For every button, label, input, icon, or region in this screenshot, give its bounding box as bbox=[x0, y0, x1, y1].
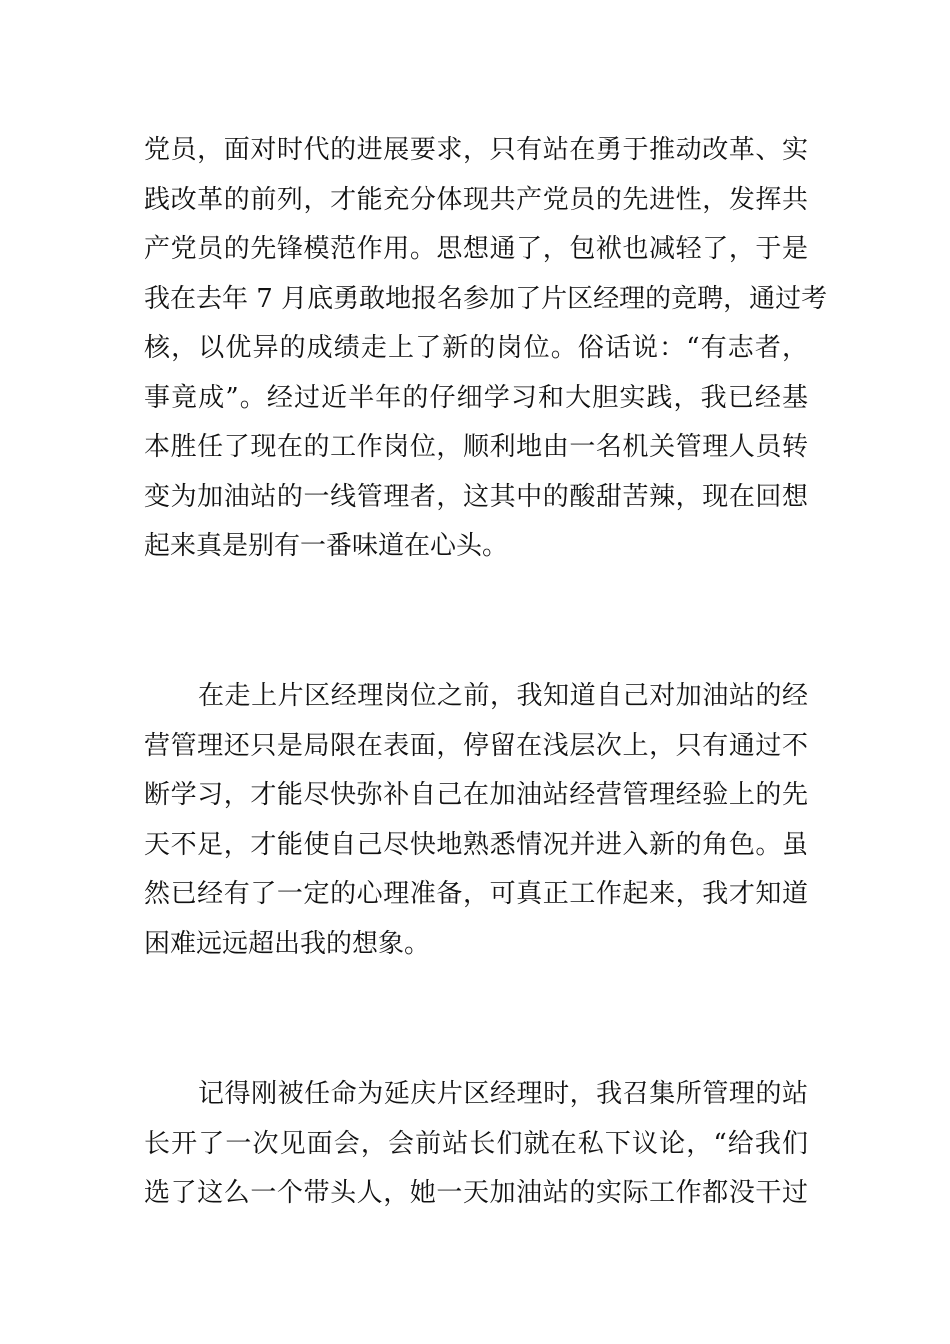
text-line: 选了这么一个带头人，她一天加油站的实际工作都没干过 bbox=[144, 1178, 808, 1208]
text-line: 然已经有了一定的心理准备，可真正工作起来，我才知道 bbox=[144, 879, 808, 909]
text-line: 营管理还只是局限在表面，停留在浅层次上，只有通过不 bbox=[144, 730, 808, 761]
text-line: 记得刚被任命为延庆片区经理时，我召集所管理的站 bbox=[198, 1079, 808, 1109]
paragraph bbox=[144, 126, 828, 572]
text-line: 事竟成”。经过近半年的仔细学习和大胆实践，我已经基 bbox=[144, 382, 808, 413]
text-line: 核，以优异的成绩走上了新的岗位。俗话说：“有志者， bbox=[144, 333, 808, 363]
text-line: 困难远远超出我的想象。 bbox=[144, 928, 431, 959]
text-line: 产党员的先锋模范作用。思想通了，包袱也减轻了，于是 bbox=[144, 234, 808, 264]
paragraph bbox=[144, 1070, 808, 1219]
text-line: 本胜任了现在的工作岗位，顺利地由一名机关管理人员转 bbox=[144, 432, 808, 462]
paragraph bbox=[144, 672, 808, 969]
text-line: 长开了一次见面会，会前站长们就在私下议论，“给我们 bbox=[144, 1128, 808, 1159]
text-line: 在走上片区经理岗位之前，我知道自己对加油站的经 bbox=[198, 681, 808, 711]
text-line: 践改革的前列，才能充分体现共产党员的先进性，发挥共 bbox=[144, 184, 808, 215]
text-line: 天不足，才能使自己尽快地熟悉情况并进入新的角色。虽 bbox=[144, 829, 808, 860]
text-line: 我在去年 7 月底勇敢地报名参加了片区经理的竞聘，通过考 bbox=[144, 283, 828, 314]
text-line: 党员，面对时代的进展要求，只有站在勇于推动改革、实 bbox=[144, 135, 808, 165]
text-line: 变为加油站的一线管理者，这其中的酸甜苦辣，现在回想 bbox=[144, 481, 808, 512]
text-line: 起来真是别有一番味道在心头。 bbox=[144, 531, 509, 561]
text-line: 断学习，才能尽快弥补自己在加油站经营管理经验上的先 bbox=[144, 780, 808, 810]
